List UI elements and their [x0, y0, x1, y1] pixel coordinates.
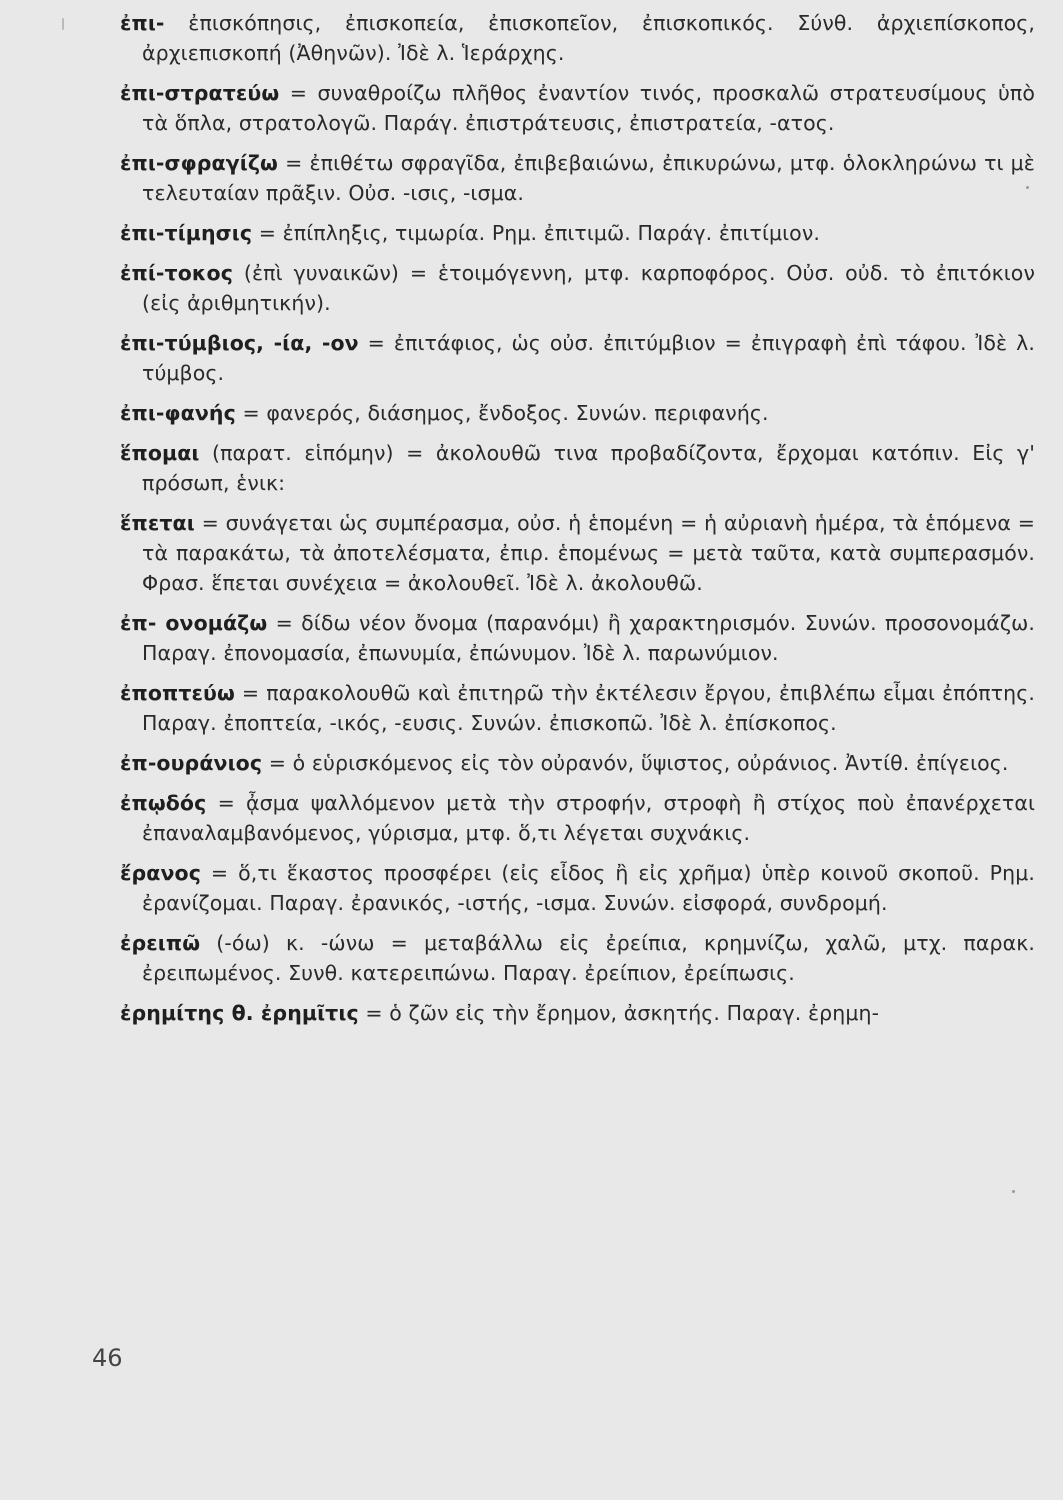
- dictionary-entry: [120, 328, 1035, 388]
- scan-speck: [1012, 1190, 1015, 1193]
- entry-definition: = δίδω νέον ὄνομα (παρανόμι) ἢ χαρακτηρισμόν. Συνών. προσονομάζω. Παραγ. ἐπονομασία, ἐπωνυμία, ἐπώνυμον. Ἰδὲ λ. παρωνύμιον.: [142, 611, 1036, 665]
- entry-definition: (-όω) κ. -ώνω = μεταβάλλω εἰς ἐρείπια, κρημνίζω, χαλῶ, μτχ. παρακ. ἐρειπωμένος. Συνθ. κατερειπώνω. Παραγ. ἐρείπιον, ἐρείπωσις.: [142, 931, 1035, 985]
- scan-speck: [1026, 186, 1029, 189]
- dictionary-entry: [120, 398, 1035, 428]
- entry-definition: = παρακολουθῶ καὶ ἐπιτηρῶ τὴν ἐκτέλεσιν ἔργου, ἐπιβλέπω εἶμαι ἐπόπτης. Παραγ. ἐποπτεία, -ικός, -ευσις. Συνών. ἐπισκοπῶ. Ἰδὲ λ. ἐπίσκοπος.: [142, 681, 1035, 735]
- dictionary-entry: [120, 218, 1035, 248]
- entry-definition: = φανερός, διάσημος, ἔνδοξος. Συνών. περιφανής.: [235, 401, 769, 425]
- entry-headword: ἐρειπῶ: [120, 931, 201, 955]
- dictionary-entry: [120, 508, 1035, 598]
- entry-definition: = ὁ ζῶν εἰς τὴν ἔρημον, ἀσκητής. Παραγ. ἐρημη-: [358, 1001, 880, 1025]
- entry-headword: ἐπ- ονομάζω: [120, 611, 268, 635]
- entry-headword: ἐπι-στρατεύω: [120, 81, 280, 105]
- entry-headword: ἐπι-: [120, 11, 165, 35]
- entry-headword: ἐπῳδός: [120, 791, 207, 815]
- dictionary-entry: [120, 678, 1035, 738]
- entries-list: [120, 8, 1035, 1038]
- dictionary-entry: [120, 788, 1035, 848]
- dictionary-entry: [120, 998, 1035, 1028]
- entry-definition: = ᾆσμα ψαλλόμενον μετὰ τὴν στροφήν, στροφὴ ἢ στίχος ποὺ ἐπανέρχεται ἐπαναλαμβανόμενος, γύρισμα, μτφ. ὅ,τι λέγεται συχνάκις.: [142, 791, 1035, 845]
- entry-definition: = ἐπιτάφιος, ὡς οὐσ. ἐπιτύμβιον = ἐπιγραφὴ ἐπὶ τάφου. Ἰδὲ λ. τύμβος.: [142, 331, 1035, 385]
- dictionary-entry: [120, 8, 1035, 68]
- entry-definition: = ὅ,τι ἕκαστος προσφέρει (εἰς εἶδος ἢ εἰς χρῆμα) ὑπὲρ κοινοῦ σκοποῦ. Ρημ. ἐρανίζομαι. Παραγ. ἐρανικός, -ιστής, -ισμα. Συνών. εἰσφορά, συνδρομή.: [142, 861, 1035, 915]
- entry-headword: ἔρανος: [120, 861, 201, 885]
- entry-headword: ἐπ-ουράνιος: [120, 751, 263, 775]
- entry-definition: (παρατ. εἱπόμην) = ἀκολουθῶ τινα προβαδίζοντα, ἔρχομαι κατόπιν. Εἰς γ' πρόσωπ, ἑνικ:: [142, 441, 1035, 495]
- entry-headword: ἐπι-σφραγίζω: [120, 151, 278, 175]
- entry-headword: ἐπι-τύμβιος, -ία, -ον: [120, 331, 359, 355]
- entry-headword: ἐπι-φανής: [120, 401, 236, 425]
- dictionary-entry: [120, 928, 1035, 988]
- dictionary-entry: [120, 78, 1035, 138]
- entry-definition: = συνάγεται ὡς συμπέρασμα, οὐσ. ἡ ἑπομένη = ἡ αὐριανὴ ἡμέρα, τὰ ἑπόμενα = τὰ παρακάτω, τὰ ἀποτελέσματα, ἐπιρ. ἑπομένως = μετὰ ταῦτα, κατὰ συμπερασμόν. Φρασ. ἕπεται συνέχεια = ἀκολουθεῖ. Ἰδὲ λ. ἀκολουθῶ.: [142, 511, 1035, 595]
- entry-headword: ἐπί-τοκος: [120, 261, 233, 285]
- entry-definition: = ἐπίπληξις, τιμωρία. Ρημ. ἐπιτιμῶ. Παράγ. ἐπιτίμιον.: [252, 221, 820, 245]
- dictionary-entry: [120, 438, 1035, 498]
- dictionary-entry: [120, 258, 1035, 318]
- entry-headword: ἕπομαι: [120, 441, 200, 465]
- entry-definition: ἐπισκόπησις, ἐπισκοπεία, ἐπισκοπεῖον, ἐπισκοπικός. Σύνθ. ἀρχιεπίσκοπος, ἀρχιεπισκοπή (Ἀθηνῶν). Ἰδὲ λ. Ἱεράρχης.: [142, 11, 1035, 65]
- entry-headword: ἕπεται: [120, 511, 195, 535]
- entry-headword: ἐπι-τίμησις: [120, 221, 253, 245]
- entry-headword: ἐρημίτης θ. ἐρημῖτις: [120, 1001, 359, 1025]
- scan-speck: [62, 18, 64, 30]
- page-number: 46: [92, 1344, 123, 1372]
- entry-definition: = συναθροίζω πλῆθος ἐναντίον τινός, προσκαλῶ στρατευσίμους ὑπὸ τὰ ὅπλα, στρατολογῶ. Παράγ. ἐπιστράτευσις, ἐπιστρατεία, -ατος.: [142, 81, 1035, 135]
- entry-headword: ἐποπτεύω: [120, 681, 235, 705]
- entry-definition: = ὁ εὑρισκόμενος εἰς τὸν οὐρανόν, ὕψιστος, οὐράνιος. Ἀντίθ. ἐπίγειος.: [262, 751, 1009, 775]
- dictionary-entry: [120, 858, 1035, 918]
- entry-definition: (ἐπὶ γυναικῶν) = ἑτοιμόγεννη, μτφ. καρποφόρος. Οὐσ. οὐδ. τὸ ἐπιτόκιον (εἰς ἀριθμητικήν).: [142, 261, 1035, 315]
- entry-definition: = ἐπιθέτω σφραγῖδα, ἐπιβεβαιώνω, ἐπικυρώνω, μτφ. ὁλοκληρώνω τι μὲ τελευταίαν πρᾶξιν. Οὐσ. -ισις, -ισμα.: [142, 151, 1035, 205]
- dictionary-entry: [120, 608, 1035, 668]
- dictionary-entry: [120, 148, 1035, 208]
- dictionary-entry: [120, 748, 1035, 778]
